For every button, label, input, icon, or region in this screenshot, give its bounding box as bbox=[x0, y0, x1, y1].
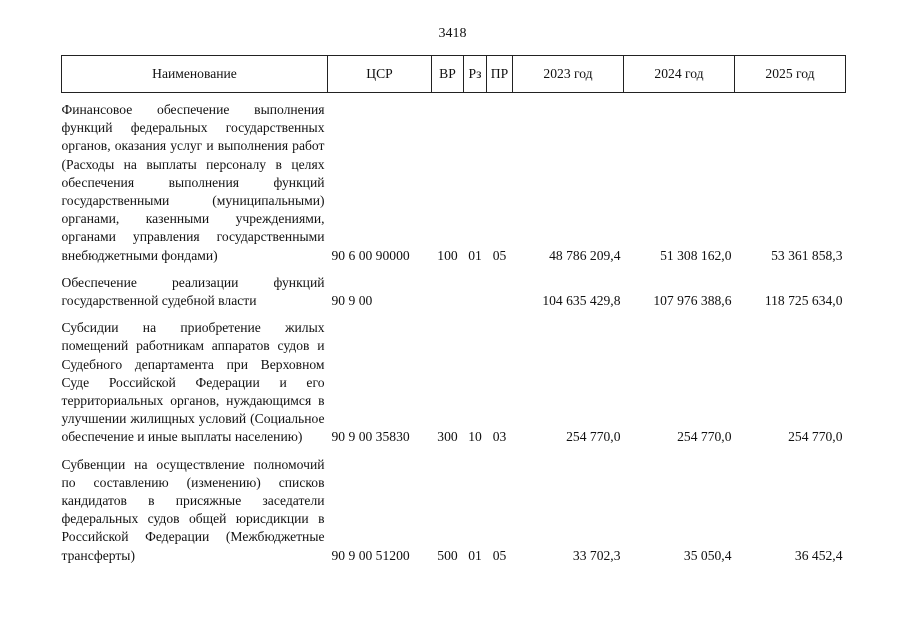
row-2023: 48 786 209,4 bbox=[549, 247, 621, 263]
row-rz: 10 bbox=[468, 429, 482, 445]
row-csr: 90 9 00 51200 bbox=[331, 547, 410, 563]
row-rz bbox=[464, 265, 487, 310]
table-row bbox=[62, 310, 846, 446]
row-2025: 36 452,4 bbox=[794, 547, 843, 563]
header-2024: 2024 год bbox=[624, 56, 735, 93]
row-csr: 90 6 00 90000 bbox=[331, 247, 410, 263]
row-2025: 254 770,0 bbox=[788, 429, 843, 445]
row-2023: 254 770,0 bbox=[566, 429, 621, 445]
budget-table bbox=[61, 55, 846, 565]
row-2024: 254 770,0 bbox=[677, 429, 732, 445]
row-pr bbox=[487, 265, 513, 310]
page-number: 3418 bbox=[438, 26, 467, 41]
row-2023: 33 702,3 bbox=[572, 547, 621, 563]
row-2025: 118 725 634,0 bbox=[764, 293, 843, 309]
header-2025: 2025 год bbox=[735, 56, 846, 93]
header-rz: Рз bbox=[464, 56, 487, 93]
row-csr: 90 9 00 bbox=[331, 293, 373, 309]
table-row bbox=[62, 93, 846, 265]
header-csr: ЦСР bbox=[328, 56, 432, 93]
row-2023: 104 635 429,8 bbox=[542, 293, 621, 309]
row-name: Субвенции на осуществление полномочий по составлению (изменению) списков кандидатов в присяжные заседатели федеральных судов общей юрисдикции в Российской Федерации (Межбюджетные трансферты) bbox=[61, 456, 325, 563]
row-name: Финансовое обеспечение выполнения функций федеральных государственных органов, оказания услуг и выполнения работ (Расходы на выплаты персоналу в целях обеспечения выполнения функций государственными (муниципальными) органами, казенными учреждениями, органами управления государственными внебюджетными фондами) bbox=[61, 102, 325, 263]
header-2023: 2023 год bbox=[513, 56, 624, 93]
header-pr: ПР bbox=[487, 56, 513, 93]
row-vr: 500 bbox=[437, 547, 458, 563]
row-pr: 03 bbox=[492, 429, 507, 445]
header-name: Наименование bbox=[62, 56, 328, 93]
row-2025: 53 361 858,3 bbox=[771, 247, 843, 263]
row-2024: 35 050,4 bbox=[683, 547, 732, 563]
table-header-row bbox=[62, 56, 846, 93]
row-name: Субсидии на приобретение жилых помещений работникам аппаратов судов и Судебного департамента при Верховном Суде Российской Федерации и его территориальных органов, нуждающимся в улучшении жилищных условий (Социальное обеспечение и иные выплаты населению) bbox=[61, 320, 325, 445]
row-csr: 90 9 00 35830 bbox=[331, 429, 410, 445]
row-vr bbox=[432, 265, 464, 310]
row-vr: 100 bbox=[437, 247, 458, 263]
row-vr: 300 bbox=[437, 429, 458, 445]
row-rz: 01 bbox=[468, 547, 482, 563]
table-row bbox=[62, 447, 846, 565]
row-name: Обеспечение реализации функций государственной судебной власти bbox=[61, 274, 325, 309]
row-pr: 05 bbox=[492, 247, 507, 263]
row-pr: 05 bbox=[492, 547, 507, 563]
row-rz: 01 bbox=[468, 247, 482, 263]
table-row bbox=[62, 265, 846, 310]
header-vr: ВР bbox=[432, 56, 464, 93]
row-2024: 107 976 388,6 bbox=[653, 293, 732, 309]
row-2024: 51 308 162,0 bbox=[660, 247, 732, 263]
